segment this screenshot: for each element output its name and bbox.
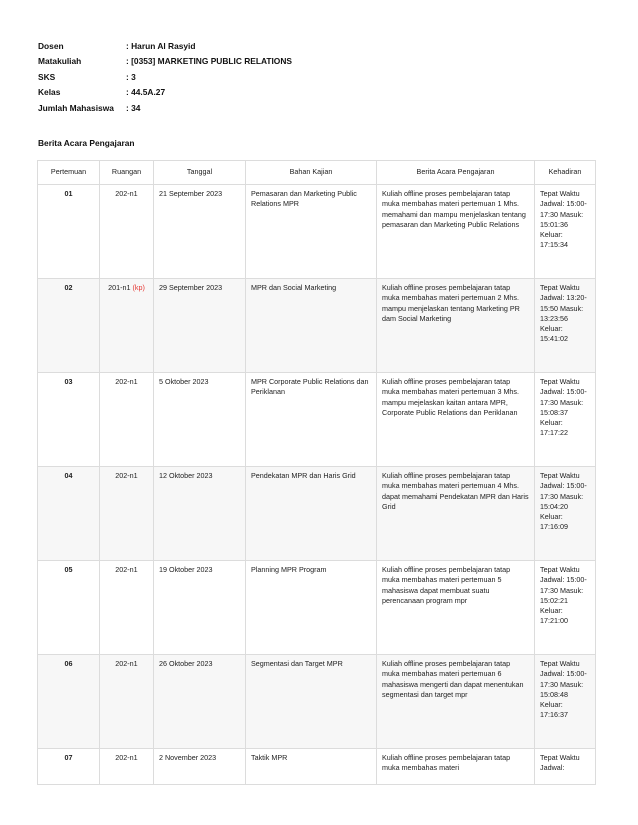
room-cell: [100, 467, 154, 561]
topic: Pemasaran dan Marketing Public Relations MPR: [246, 185, 377, 279]
table-row: [38, 185, 596, 279]
meeting-number: 01: [38, 185, 100, 279]
topic: Planning MPR Program: [246, 561, 377, 655]
attendance: Tepat Waktu Jadwal: 15:00-17:30 Masuk: 15:02:21 Keluar: 17:21:00: [535, 561, 596, 655]
room: 202-n1: [115, 753, 138, 762]
date: 29 September 2023: [154, 279, 246, 373]
info-label: Jumlah Mahasiswa: [38, 102, 114, 113]
info-label: Matakuliah: [38, 56, 82, 67]
date: 26 Oktober 2023: [154, 655, 246, 749]
topic: Taktik MPR: [246, 749, 377, 785]
date: 12 Oktober 2023: [154, 467, 246, 561]
table-header-row: [38, 161, 596, 185]
header-bahan-kajian: Bahan Kajian: [246, 161, 377, 185]
teaching-note: Kuliah offline proses pembelajaran tatap muka membahas materi pertemuan 2 Mhs. mampu menjelaskan tentang Marketing PR dam Social Marketing: [377, 279, 535, 373]
attendance: Tepat Waktu Jadwal: 15:00-17:30 Masuk: 15:04:20 Keluar: 17:16:09: [535, 467, 596, 561]
teaching-note: Kuliah offline proses pembelajaran tatap muka membahas materi pertemuan 6 mahasiswa mengerti dan dapat menentukan segmentasi dan target mpr: [377, 655, 535, 749]
info-row: [38, 54, 292, 70]
room-cell: [100, 749, 154, 785]
table-row: [38, 655, 596, 749]
info-row: [38, 69, 292, 85]
info-value: : [0353] MARKETING PUBLIC RELATIONS: [126, 56, 292, 67]
meeting-number: 05: [38, 561, 100, 655]
teaching-note: Kuliah offline proses pembelajaran tatap muka membahas materi pertemuan 3 Mhs. mampu mejelaskan kaitan antara MPR, Corporate Public Relations dan Periklanan: [377, 373, 535, 467]
topic: Pendekatan MPR dan Haris Grid: [246, 467, 377, 561]
meeting-number: 07: [38, 749, 100, 785]
header-ruangan: Ruangan: [100, 161, 154, 185]
topic: MPR dan Social Marketing: [246, 279, 377, 373]
topic: MPR Corporate Public Relations dan Periklanan: [246, 373, 377, 467]
section-title: Berita Acara Pengajaran: [38, 138, 135, 148]
room-cell: [100, 655, 154, 749]
room-cell: [100, 561, 154, 655]
meeting-number: 03: [38, 373, 100, 467]
info-label: SKS: [38, 71, 56, 82]
info-label: Kelas: [38, 87, 61, 98]
date: 19 Oktober 2023: [154, 561, 246, 655]
info-label: Dosen: [38, 40, 64, 51]
info-row: [38, 38, 292, 54]
table-row: [38, 373, 596, 467]
attendance: Tepat Waktu Jadwal: 15:00-17:30 Masuk: 15:08:48 Keluar: 17:16:37: [535, 655, 596, 749]
room-cell: [100, 185, 154, 279]
meeting-number: 06: [38, 655, 100, 749]
teaching-note: Kuliah offline proses pembelajaran tatap muka membahas materi: [377, 749, 535, 785]
date: 5 Oktober 2023: [154, 373, 246, 467]
header-berita-acara: Berita Acara Pengajaran: [377, 161, 535, 185]
room: 202-n1: [115, 377, 138, 386]
info-value: : 3: [126, 71, 136, 82]
room: 202-n1: [115, 565, 138, 574]
info-row: [38, 100, 292, 116]
date: 21 September 2023: [154, 185, 246, 279]
header-kehadiran: Kehadiran: [535, 161, 596, 185]
date: 2 November 2023: [154, 749, 246, 785]
room-tag: (kp): [132, 283, 145, 292]
attendance: Tepat Waktu Jadwal: 15:00-17:30 Masuk: 15:08:37 Keluar: 17:17:22: [535, 373, 596, 467]
meeting-number: 04: [38, 467, 100, 561]
room: 202-n1: [115, 471, 138, 480]
attendance: Tepat Waktu Jadwal:: [535, 749, 596, 785]
info-row: [38, 85, 292, 101]
table-row: [38, 279, 596, 373]
room: 202-n1: [115, 659, 138, 668]
teaching-note: Kuliah offline proses pembelajaran tatap muka membahas materi pertemuan 4 Mhs. dapat memahami Pendekatan MPR dan Haris Grid: [377, 467, 535, 561]
meeting-number: 02: [38, 279, 100, 373]
table-row: [38, 561, 596, 655]
info-value: : 44.5A.27: [126, 87, 166, 98]
header-tanggal: Tanggal: [154, 161, 246, 185]
teaching-log-table: [37, 160, 596, 785]
room-cell: [100, 373, 154, 467]
attendance: Tepat Waktu Jadwal: 15:00-17:30 Masuk: 15:01:36 Keluar: 17:15:34: [535, 185, 596, 279]
info-value: : Harun Al Rasyid: [126, 40, 196, 51]
info-value: : 34: [126, 102, 141, 113]
course-info: [38, 38, 292, 116]
topic: Segmentasi dan Target MPR: [246, 655, 377, 749]
room-cell: [100, 279, 154, 373]
header-pertemuan: Pertemuan: [38, 161, 100, 185]
room: 202-n1: [115, 189, 138, 198]
teaching-note: Kuliah offline proses pembelajaran tatap muka membahas materi pertemuan 1 Mhs. memahami dan mampu menjelaskan tentang pemasaran dan Marketing Public Relations: [377, 185, 535, 279]
table-row: [38, 749, 596, 785]
teaching-note: Kuliah offline proses pembelajaran tatap muka membahas materi pertemuan 5 mahasiswa dapat membuat suatu perencanaan program mpr: [377, 561, 535, 655]
room: 201-n1: [108, 283, 131, 292]
attendance: Tepat Waktu Jadwal: 13:20-15:50 Masuk: 13:23:56 Keluar: 15:41:02: [535, 279, 596, 373]
table-row: [38, 467, 596, 561]
